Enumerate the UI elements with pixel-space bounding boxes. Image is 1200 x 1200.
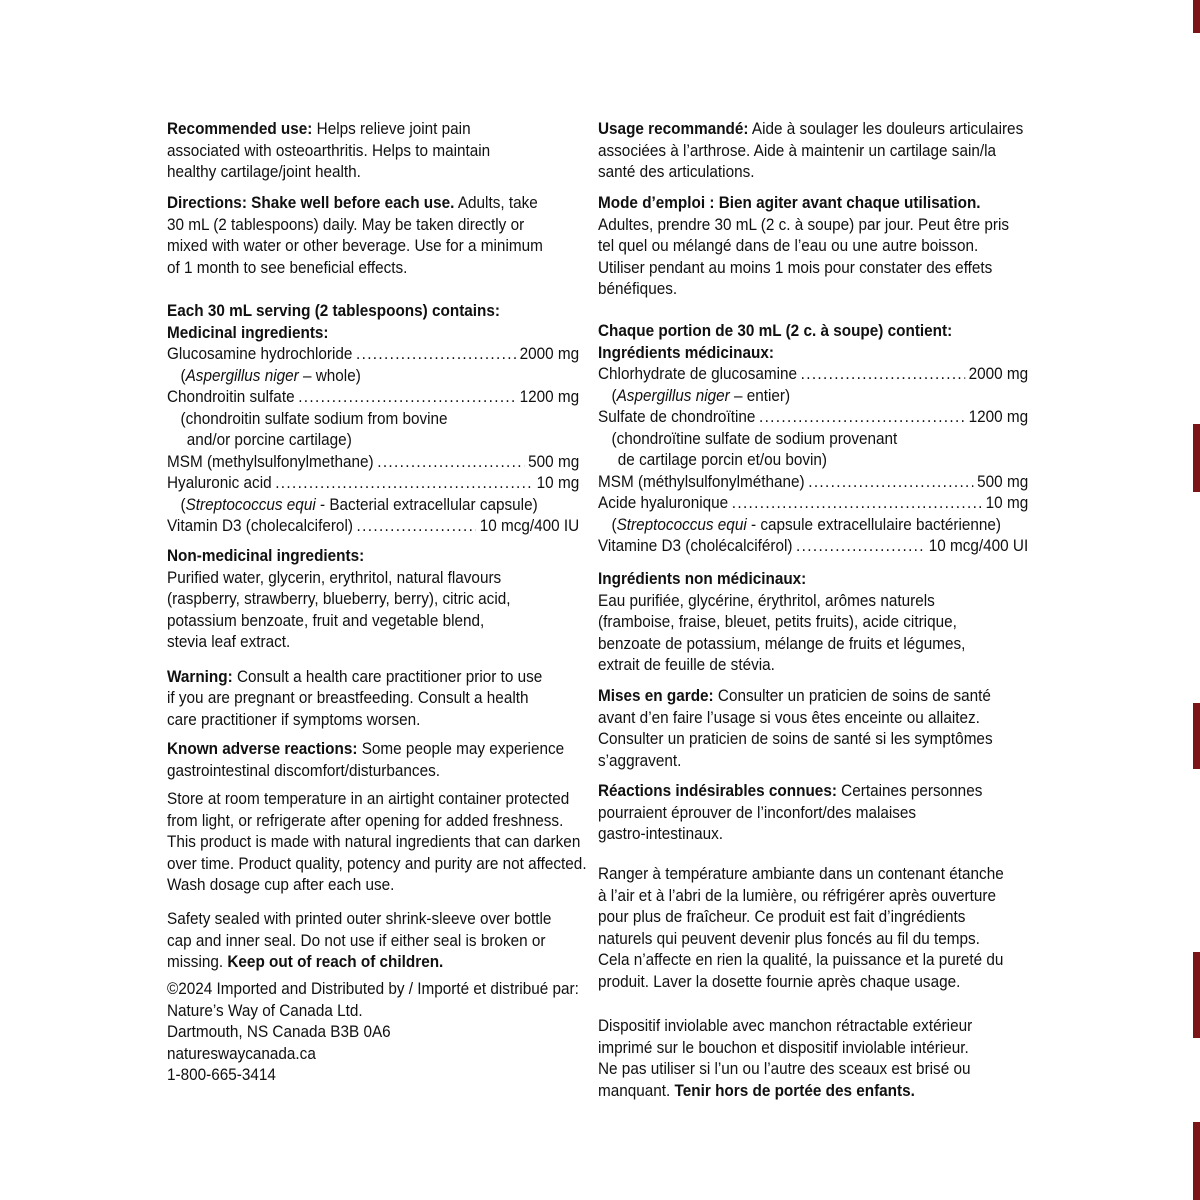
text-line <box>167 951 579 973</box>
ingredient-note <box>167 494 579 516</box>
text-line <box>598 780 1028 802</box>
paragraph <box>598 320 1028 557</box>
text-line <box>167 687 579 709</box>
dot-leader <box>732 492 982 514</box>
text-line <box>598 278 1028 300</box>
bold-text: Recommended use: <box>167 119 313 138</box>
text: 30 mL (2 tablespoons) daily. May be taken directly or <box>167 214 525 234</box>
dot-leader <box>801 363 965 385</box>
text: stevia leaf extract. <box>167 632 291 651</box>
text: Ranger à température ambiante dans un contenant étanche <box>598 864 1004 883</box>
text: Chondroitin sulfate <box>167 387 295 406</box>
ingredient-amount: 10 mcg/400 IU <box>479 516 580 535</box>
text: and/or porcine cartilage) <box>186 430 352 449</box>
bold-text: Tenir hors de portée des enfants. <box>674 1080 915 1100</box>
italic-text: Streptococcus equi <box>185 494 316 514</box>
text: Adultes, prendre 30 mL (2 c. à soupe) par jour. Peut être pris <box>598 214 1010 234</box>
text-line <box>598 1080 1028 1102</box>
ingredient-amount: 2000 mg <box>519 344 580 363</box>
text: Chlorhydrate de glucosamine <box>598 364 798 383</box>
text: from light, or refrigerate after opening for added freshness. <box>167 810 564 830</box>
ingredient-row <box>598 535 1028 557</box>
label-edge-mark <box>1193 1122 1200 1200</box>
paragraph <box>598 685 1028 771</box>
ingredient-row <box>598 492 1028 514</box>
paragraph <box>167 118 579 183</box>
paragraph <box>598 192 1028 300</box>
italic-text: Aspergillus niger <box>616 385 730 405</box>
text: extrait de feuille de stévia. <box>598 655 775 674</box>
ingredient-amount: 1200 mg <box>968 407 1029 426</box>
text-line <box>167 853 587 875</box>
text-line <box>598 161 1028 183</box>
dot-leader <box>298 386 516 408</box>
paragraph <box>167 300 579 537</box>
text-line <box>598 1037 1028 1059</box>
ingredient-row <box>167 472 579 494</box>
text-line <box>167 709 579 731</box>
text: gastrointestinal discomfort/disturbances. <box>167 760 440 780</box>
bold-text: Mode d’emploi : Bien agiter avant chaque utilisation. <box>598 193 981 212</box>
bold-text: Directions: Shake well before each use. <box>167 193 455 212</box>
paragraph <box>598 568 1028 676</box>
text-line <box>167 257 579 279</box>
text-line <box>167 831 579 853</box>
text: Utiliser pendant au moins 1 mois pour constater des effets <box>598 257 993 277</box>
text-line <box>598 192 1028 214</box>
label-edge-mark <box>1193 703 1200 769</box>
text-line <box>167 631 579 653</box>
text-line <box>598 140 1028 162</box>
bold-text: Warning: <box>167 666 233 686</box>
text: if you are pregnant or breastfeeding. Consult a health <box>167 688 529 707</box>
text-line <box>598 214 1028 236</box>
text-line <box>598 707 1028 729</box>
text-line <box>598 568 1028 590</box>
text-line <box>598 823 1028 845</box>
text-line <box>598 342 1028 364</box>
ingredient-row <box>167 386 579 408</box>
bold-text: Ingrédients non médicinaux: <box>598 569 807 588</box>
text: pourraient éprouver de l’inconfort/des malaises <box>598 802 917 822</box>
ingredient-name <box>598 471 805 493</box>
text: This product is made with natural ingredients that can darken <box>167 832 581 851</box>
ingredient-note <box>167 365 579 387</box>
text: benzoate de potassium, mélange de fruits et légumes, <box>598 633 966 653</box>
text-line <box>167 908 579 930</box>
text: associées à l’arthrose. Aide à maintenir un cartilage sain/la <box>598 140 997 160</box>
text: Wash dosage cup after each use. <box>167 875 395 894</box>
text: tel quel ou mélangé dans de l’eau ou une autre boisson. <box>598 236 979 255</box>
text: naturels qui peuvent devenir plus foncés au fil du temps. <box>598 928 980 948</box>
text: Purified water, glycerin, erythritol, natural flavours <box>167 567 502 587</box>
text: Certaines personnes <box>836 781 983 800</box>
text-line <box>598 590 1028 612</box>
text: Cela n’affecte en rien la qualité, la puissance et la pureté du <box>598 950 1004 969</box>
text: Dartmouth, NS Canada B3B 0A6 <box>167 1022 391 1041</box>
text: Glucosamine hydrochloride <box>167 344 353 363</box>
paragraph <box>167 545 579 653</box>
bold-text: Non-medicinal ingredients: <box>167 546 365 565</box>
text: Eau purifiée, glycérine, érythritol, arômes naturels <box>598 590 935 610</box>
text-line <box>167 567 579 589</box>
text: santé des articulations. <box>598 162 755 181</box>
text-line <box>598 118 1028 140</box>
bold-text: Ingrédients médicinaux: <box>598 342 774 362</box>
ingredient-note <box>598 514 1028 536</box>
text: Consulter un praticien de soins de santé si les symptômes <box>598 729 993 748</box>
ingredient-name <box>167 451 374 473</box>
paragraph <box>167 908 579 973</box>
ingredient-amount: 500 mg <box>528 451 580 471</box>
dot-leader <box>356 343 516 365</box>
text-line <box>598 728 1028 750</box>
text: Acide hyaluronique <box>598 493 729 512</box>
text: MSM (methylsulfonylmethane) <box>167 451 374 471</box>
english-column <box>167 118 587 1086</box>
text: (framboise, fraise, bleuet, petits fruits), acide citrique, <box>598 612 957 631</box>
text-line <box>167 610 579 632</box>
ingredient-name <box>167 515 353 537</box>
paragraph <box>167 192 579 278</box>
text: mixed with water or other beverage. Use for a minimum <box>167 236 543 255</box>
french-column <box>598 118 1028 1101</box>
text-line <box>167 738 579 760</box>
text-line <box>598 750 1028 772</box>
text: (raspberry, strawberry, blueberry, berry), citric acid, <box>167 589 511 608</box>
text-line <box>598 257 1028 279</box>
text-line <box>598 320 1028 342</box>
text: à l’air et à l’abri de la lumière, ou réfrigérer après ouverture <box>598 885 996 905</box>
text-line <box>598 611 1028 633</box>
ingredient-amount: 10 mg <box>985 493 1029 512</box>
ingredient-note <box>598 449 1028 471</box>
text-line <box>598 633 1028 655</box>
text: healthy cartilage/joint health. <box>167 162 361 181</box>
ingredient-amount: 500 mg <box>977 471 1029 491</box>
text: Ne pas utiliser si l’un ou l’autre des sceaux est brisé ou <box>598 1059 971 1078</box>
paragraph <box>167 666 579 731</box>
text: ( <box>180 494 186 514</box>
text: Aide à soulager les douleurs articulaires <box>748 119 1024 138</box>
text: Store at room temperature in an airtight container protected <box>167 789 570 808</box>
bold-text: Réactions indésirables connues: <box>598 781 837 800</box>
text: Consult a health care practitioner prior to use <box>232 666 543 686</box>
text: natureswaycanada.ca <box>167 1043 316 1063</box>
dot-leader <box>759 406 965 428</box>
text-line <box>598 863 1028 885</box>
bold-text: Mises en garde: <box>598 686 714 705</box>
paragraph <box>598 1015 1028 1101</box>
text-line <box>167 930 579 952</box>
text-line <box>167 192 579 214</box>
text: Vitamine D3 (cholécalciférol) <box>598 536 793 555</box>
bold-text: Each 30 mL serving (2 tablespoons) contains: <box>167 301 501 320</box>
text-line <box>598 654 1028 676</box>
text: bénéfiques. <box>598 279 678 298</box>
paragraph <box>167 978 579 1086</box>
ingredient-amount: 2000 mg <box>968 364 1029 383</box>
bold-text: Keep out of reach of children. <box>227 952 444 971</box>
text-line <box>167 874 579 896</box>
text-line <box>167 300 579 322</box>
italic-text: Streptococcus equi <box>616 514 747 534</box>
text-line <box>167 214 579 236</box>
text-line <box>167 810 579 832</box>
text: MSM (méthylsulfonylméthane) <box>598 471 805 491</box>
text-line <box>598 1015 1028 1037</box>
ingredient-amount: 10 mcg/400 UI <box>928 536 1029 555</box>
text-line <box>167 588 579 610</box>
label-edge-mark <box>1193 0 1200 33</box>
ingredient-row <box>167 515 579 537</box>
text-line <box>167 545 579 567</box>
text: 1-800-665-3414 <box>167 1065 276 1084</box>
paragraph <box>598 780 1028 845</box>
ingredient-name <box>598 363 797 385</box>
text-line <box>167 161 579 183</box>
text-line <box>167 118 579 140</box>
ingredient-amount: 10 mg <box>536 473 580 492</box>
text: missing. <box>167 952 228 971</box>
text: (chondroitin sulfate sodium from bovine <box>180 408 448 428</box>
ingredient-note <box>598 385 1028 407</box>
text-line <box>167 760 579 782</box>
text: ( <box>611 385 617 405</box>
text: Safety sealed with printed outer shrink-sleeve over bottle <box>167 909 552 928</box>
text: ©2024 Imported and Distributed by / Importé et distribué par: <box>167 979 579 998</box>
text-line <box>598 885 1028 907</box>
ingredient-row <box>598 471 1028 493</box>
text: Hyaluronic acid <box>167 473 272 492</box>
text: potassium benzoate, fruit and vegetable blend, <box>167 610 485 630</box>
text: care practitioner if symptoms worsen. <box>167 709 421 729</box>
dot-leader <box>377 451 524 473</box>
ingredient-amount: 1200 mg <box>519 387 580 406</box>
text-line <box>598 235 1028 257</box>
text-line <box>598 949 1028 971</box>
label-edge-mark <box>1193 424 1200 492</box>
ingredient-note <box>598 428 1028 450</box>
text-line <box>598 928 1028 950</box>
dot-leader <box>357 515 477 537</box>
label-edge-mark <box>1193 952 1200 1038</box>
text-line <box>598 685 1028 707</box>
paragraph <box>167 738 579 781</box>
text: – entier) <box>729 385 791 405</box>
bold-text: Usage recommandé: <box>598 119 749 138</box>
text: - Bacterial extracellular capsule) <box>315 494 538 514</box>
text: Vitamin D3 (cholecalciferol) <box>167 516 353 535</box>
ingredient-note <box>167 429 579 451</box>
text-line <box>167 1043 579 1065</box>
text: Consulter un praticien de soins de santé <box>713 686 991 705</box>
text-line <box>167 978 579 1000</box>
text-line <box>598 971 1028 993</box>
text-line <box>598 1058 1028 1080</box>
text-line <box>167 235 579 257</box>
ingredient-name <box>167 343 352 365</box>
ingredient-note <box>167 408 579 430</box>
paragraph <box>598 863 1028 992</box>
bold-text: Known adverse reactions: <box>167 739 358 758</box>
text: Dispositif inviolable avec manchon rétractable extérieur <box>598 1016 973 1035</box>
ingredient-name <box>598 535 792 557</box>
text: gastro-intestinaux. <box>598 824 724 843</box>
text: - capsule extracellulaire bactérienne) <box>746 514 1002 534</box>
text: de cartilage porcin et/ou bovin) <box>617 450 828 469</box>
text-line <box>598 802 1028 824</box>
text: associated with osteoarthritis. Helps to maintain <box>167 140 491 160</box>
dot-leader <box>808 471 973 493</box>
ingredient-name <box>167 472 272 494</box>
ingredient-row <box>167 451 579 473</box>
ingredient-row <box>598 406 1028 428</box>
text: Adults, take <box>454 193 538 212</box>
paragraph <box>598 118 1028 183</box>
text-line <box>598 906 1028 928</box>
text: imprimé sur le bouchon et dispositif inviolable intérieur. <box>598 1037 969 1057</box>
paragraph <box>167 788 587 896</box>
bold-text: Medicinal ingredients: <box>167 322 329 342</box>
text: Some people may experience <box>357 739 565 758</box>
text: produit. Laver la dosette fournie après chaque usage. <box>598 971 961 991</box>
ingredient-name <box>598 406 755 428</box>
text: manquant. <box>598 1080 675 1100</box>
text: s’aggravent. <box>598 750 682 770</box>
ingredient-row <box>598 363 1028 385</box>
text-line <box>167 322 579 344</box>
text: – whole) <box>298 365 361 385</box>
text: cap and inner seal. Do not use if either seal is broken or <box>167 930 546 950</box>
text-line <box>167 788 579 810</box>
text-line <box>167 1000 579 1022</box>
text: pour plus de fraîcheur. Ce produit est fait d’ingrédients <box>598 907 966 926</box>
text: over time. Product quality, potency and purity are not affected. <box>167 853 587 873</box>
text: Sulfate de chondroïtine <box>598 407 756 426</box>
ingredient-row <box>167 343 579 365</box>
italic-text: Aspergillus niger <box>185 365 299 385</box>
text-line <box>167 1064 579 1086</box>
ingredient-name <box>598 492 728 514</box>
text: Helps relieve joint pain <box>312 119 471 138</box>
dot-leader <box>796 535 925 557</box>
text: avant d’en faire l’usage si vous êtes enceinte ou allaitez. <box>598 707 980 727</box>
text-line <box>167 140 579 162</box>
text: Nature’s Way of Canada Ltd. <box>167 1000 363 1020</box>
text: ( <box>611 514 617 534</box>
text: of 1 month to see beneficial effects. <box>167 257 408 277</box>
dot-leader <box>275 472 533 494</box>
bold-text: Chaque portion de 30 mL (2 c. à soupe) contient: <box>598 321 953 340</box>
text: (chondroïtine sulfate de sodium provenant <box>611 428 898 448</box>
text-line <box>167 1021 579 1043</box>
text-line <box>167 666 579 688</box>
ingredient-name <box>167 386 295 408</box>
text: ( <box>180 365 186 385</box>
